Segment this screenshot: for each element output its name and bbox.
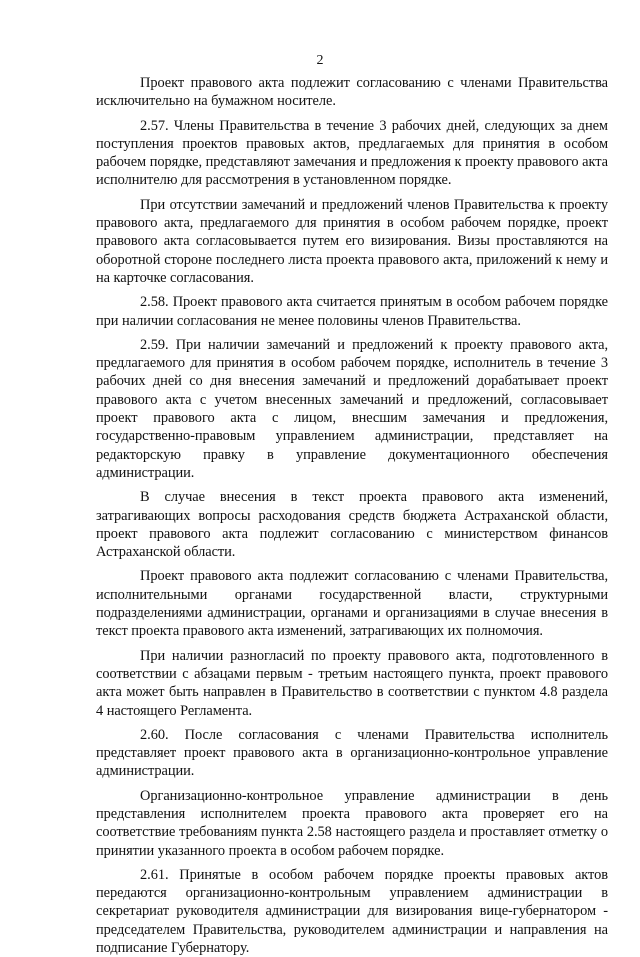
paragraph-clause-2-60: 2.60. После согласования с членами Правительства исполнитель представляет проект правового акта в организационно-контрольное управление администрации. <box>96 726 608 780</box>
page-number: 2 <box>316 53 324 68</box>
paragraph: В случае внесения в текст проекта правового акта изменений, затрагивающих вопросы расходования средств бюджета Астраханской области, проект правового акта подлежит согласованию с министерством финансов Астраханской области. <box>96 489 608 561</box>
paragraph-clause-2-61: 2.61. Принятые в особом рабочем порядке проекты правовых актов передаются организационно-контрольным управлением администрации в секретариат руководителя администрации для визирования вице-губернатором - председателем Правительства, руководителем администрации и направления на подписание Губернатору. <box>96 866 608 957</box>
paragraph-clause-2-57: 2.57. Члены Правительства в течение 3 рабочих дней, следующих за днем поступления проектов правовых актов, предлагаемых для принятия в особом рабочем порядке, представляют замечания и предложения к проекту правового акта исполнителю для рассмотрения в установленном порядке. <box>96 117 608 189</box>
paragraph: Проект правового акта подлежит согласованию с членами Правительства, исполнительными органами государственной власти, структурными подразделениями администрации, органами и организациями в случае внесения в текст проекта правового акта изменений, затрагивающих их полномочия. <box>96 568 608 640</box>
document-body <box>96 74 608 957</box>
paragraph-clause-2-59: 2.59. При наличии замечаний и предложений к проекту правового акта, предлагаемого для принятия в особом рабочем порядке, исполнитель в течение 3 рабочих дней со дня внесения замечаний и предложений дорабатывает проект правового акта с учетом внесенных замечаний и предложений, согласовывает проект правового акта с лицом, внесшим замечания и предложения, государственно-правовым управлением администрации, представляет на редакторскую правку в управление документационного обеспечения администрации. <box>96 336 608 481</box>
paragraph: Организационно-контрольное управление администрации в день представления исполнителем проекта правового акта проверяет его на соответствие требованиям пункта 2.58 настоящего раздела и проставляет отметку о принятии указанного проекта в особом рабочем порядке. <box>96 787 608 859</box>
paragraph-clause-2-58: 2.58. Проект правового акта считается принятым в особом рабочем порядке при наличии согласования не менее половины членов Правительства. <box>96 294 608 329</box>
paragraph: Проект правового акта подлежит согласованию с членами Правительства исключительно на бумажном носителе. <box>96 75 608 110</box>
paragraph: При наличии разногласий по проекту правового акта, подготовленного в соответствии с абзацами первым - третьим настоящего пункта, проект правового акта может быть направлен в Правительство в соответствии с пунктом 4.8 раздела 4 настоящего Регламента. <box>96 647 608 719</box>
paragraph: При отсутствии замечаний и предложений членов Правительства к проекту правового акта, предлагаемого для принятия в особом рабочем порядке, проект правового акта согласовывается путем его визирования. Визы проставляются на оборотной стороне последнего листа проекта правового акта, приложений к нему и на карточке согласования. <box>96 196 608 286</box>
